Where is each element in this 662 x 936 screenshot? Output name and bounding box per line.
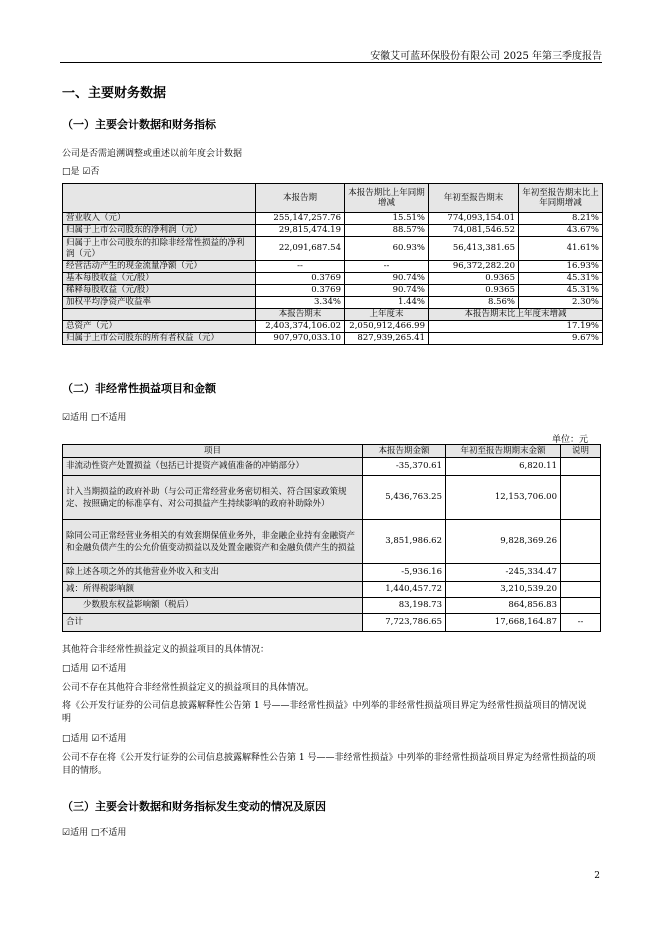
explain-text: 将《公开发行证券的公司信息披露解释性公告第 1 号——非经常性损益》中列举的非经常性损益项目界定为经常性损益项目的情况说明 (62, 701, 587, 724)
cell: 907,970,033.10 (256, 333, 345, 345)
cell: 88.57% (345, 225, 429, 237)
table-row (63, 261, 603, 273)
cell: 96,372,282.20 (429, 261, 519, 273)
cell: 90.74% (345, 273, 429, 285)
row-label: 归属于上市公司股东的所有者权益（元） (63, 333, 256, 345)
row-label: 归属于上市公司股东的净利润（元） (63, 225, 256, 237)
table-row (63, 273, 603, 285)
header-cell: 项目 (63, 445, 363, 458)
row-label: 基本每股收益（元/股） (63, 273, 256, 285)
table-header-row (63, 445, 601, 458)
cell: 83,198.73 (363, 598, 446, 614)
restate-answer: □是 ☑否 (62, 167, 100, 177)
cell: 0.9365 (429, 273, 519, 285)
applicable-check: ☑适用 □不适用 (62, 413, 127, 423)
cell (561, 564, 601, 582)
unit-label: 单位：元 (551, 435, 588, 445)
cell: 17.19% (429, 321, 603, 333)
table-row (63, 321, 603, 333)
cell (561, 520, 601, 564)
cell: 774,093,154.01 (429, 213, 519, 225)
row-label: 减：所得税影响额 (63, 582, 363, 598)
sub-header-cell: 上年度末 (345, 309, 429, 321)
cell: 16.93% (519, 261, 603, 273)
cell: 864,856.83 (446, 598, 561, 614)
table-row (63, 598, 601, 614)
cell: 6,820.11 (446, 458, 561, 476)
table-row (63, 458, 601, 476)
cell: 3.34% (256, 297, 345, 309)
subsection-title-1: （一）主要会计数据和财务指标 (62, 118, 216, 131)
cell (561, 598, 601, 614)
table-row (63, 285, 603, 297)
header-cell: 本报告期 (256, 184, 345, 213)
cell (561, 582, 601, 598)
cell (561, 458, 601, 476)
cell: 7,723,786.65 (363, 614, 446, 632)
cell: 2,050,912,466.99 (345, 321, 429, 333)
cell: -5,936.16 (363, 564, 446, 582)
cell: 2.30% (519, 297, 603, 309)
row-label: 除上述各项之外的其他营业外收入和支出 (63, 564, 363, 582)
applicable-check: □适用 ☑不适用 (62, 734, 127, 744)
cell: 17,668,164.87 (446, 614, 561, 632)
header-cell: 本报告期金额 (363, 445, 446, 458)
cell: -245,334.47 (446, 564, 561, 582)
table-row (63, 225, 603, 237)
table-row (63, 582, 601, 598)
cell: 255,147,257.76 (256, 213, 345, 225)
table-row (63, 333, 603, 345)
cell: 43.67% (519, 225, 603, 237)
sub-header-cell: 本报告期末比上年度末增减 (429, 309, 603, 321)
table-row (63, 520, 601, 564)
page-number: 2 (594, 871, 600, 881)
no-explain-text: 公司不存在将《公开发行证券的公司信息披露解释性公告第 1 号——非经常性损益》中列举的非经常性损益项目界定为经常性损益的项目的情形。 (62, 753, 596, 776)
header-rule (60, 62, 602, 63)
cell: 1.44% (345, 297, 429, 309)
row-label: 少数股东权益影响额（税后） (63, 598, 363, 614)
header-cell: 年初至报告期末 (429, 184, 519, 213)
cell: 1,440,457.72 (363, 582, 446, 598)
row-label: 归属于上市公司股东的扣除非经常性损益的净利润（元） (63, 237, 256, 261)
no-other-text: 公司不存在其他符合非经常性损益定义的损益项目的具体情况。 (62, 683, 315, 693)
report-header: 安徽艾可蓝环保股份有限公司 2025 年第三季度报告 (370, 51, 602, 62)
cell: -35,370.61 (363, 458, 446, 476)
table-row (63, 213, 603, 225)
header-cell (63, 184, 256, 213)
row-label: 非流动性资产处置损益（包括已计提资产减值准备的冲销部分） (63, 458, 363, 476)
table-header-row (63, 184, 603, 213)
cell: 9.67% (429, 333, 603, 345)
cell: 60.93% (345, 237, 429, 261)
section-title: 一、主要财务数据 (62, 86, 167, 101)
cell: 0.3769 (256, 273, 345, 285)
table-row (63, 564, 601, 582)
header-cell: 年初至报告期期末金额 (446, 445, 561, 458)
applicable-check: ☑适用 □不适用 (62, 828, 127, 838)
cell: 45.31% (519, 273, 603, 285)
cell: 74,081,546.52 (429, 225, 519, 237)
row-label: 经营活动产生的现金流量净额（元） (63, 261, 256, 273)
row-label: 除同公司正常经营业务相关的有效套期保值业务外，非金融企业持有金融资产和金融负债产生的公允价值变动损益以及处置金融资产和金融负债产生的损益 (63, 520, 363, 564)
header-cell: 本报告期比上年同期增减 (345, 184, 429, 213)
header-cell: 说明 (561, 445, 601, 458)
restate-question: 公司是否需追溯调整或重述以前年度会计数据 (62, 149, 243, 159)
header-cell: 年初至报告期末比上年同期增减 (519, 184, 603, 213)
cell: 5,436,763.25 (363, 476, 446, 520)
cell: 22,091,687.54 (256, 237, 345, 261)
other-items-text: 其他符合非经常性损益定义的损益项目的具体情况： (62, 645, 270, 655)
cell: 3,851,986.62 (363, 520, 446, 564)
row-label: 加权平均净资产收益率 (63, 297, 256, 309)
total-row (63, 614, 601, 632)
sub-header-cell: 本报告期末 (256, 309, 345, 321)
cell: 90.74% (345, 285, 429, 297)
cell: 827,939,265.41 (345, 333, 429, 345)
cell: 12,153,706.00 (446, 476, 561, 520)
table-row (63, 476, 601, 520)
financial-data-table (62, 183, 603, 345)
table-row (63, 297, 603, 309)
row-label: 计入当期损益的政府补助（与公司正常经营业务密切相关、符合国家政策规定、按照确定的标准享有、对公司损益产生持续影响的政府补助除外） (63, 476, 363, 520)
cell: 15.51% (345, 213, 429, 225)
cell: 45.31% (519, 285, 603, 297)
cell: 3,210,539.20 (446, 582, 561, 598)
row-label: 合计 (63, 614, 363, 632)
cell: 0.3769 (256, 285, 345, 297)
cell: 8.21% (519, 213, 603, 225)
cell: 56,413,381.65 (429, 237, 519, 261)
subsection-title-2: （二）非经常性损益项目和金额 (62, 382, 216, 395)
row-label: 营业收入（元） (63, 213, 256, 225)
non-recurring-table (62, 444, 601, 632)
cell (561, 476, 601, 520)
cell: -- (256, 261, 345, 273)
sub-header-row (63, 309, 603, 321)
cell: 41.61% (519, 237, 603, 261)
row-label: 总资产（元） (63, 321, 256, 333)
cell: 2,403,374,106.02 (256, 321, 345, 333)
cell: -- (345, 261, 429, 273)
subsection-title-3: （三）主要会计数据和财务指标发生变动的情况及原因 (62, 800, 326, 813)
cell: 29,815,474.19 (256, 225, 345, 237)
cell: 8.56% (429, 297, 519, 309)
table-row (63, 237, 603, 261)
blank-cell (63, 309, 256, 321)
cell: 0.9365 (429, 285, 519, 297)
row-label: 稀释每股收益（元/股） (63, 285, 256, 297)
applicable-check: □适用 ☑不适用 (62, 664, 127, 674)
cell: -- (561, 614, 601, 632)
cell: 9,828,369.26 (446, 520, 561, 564)
